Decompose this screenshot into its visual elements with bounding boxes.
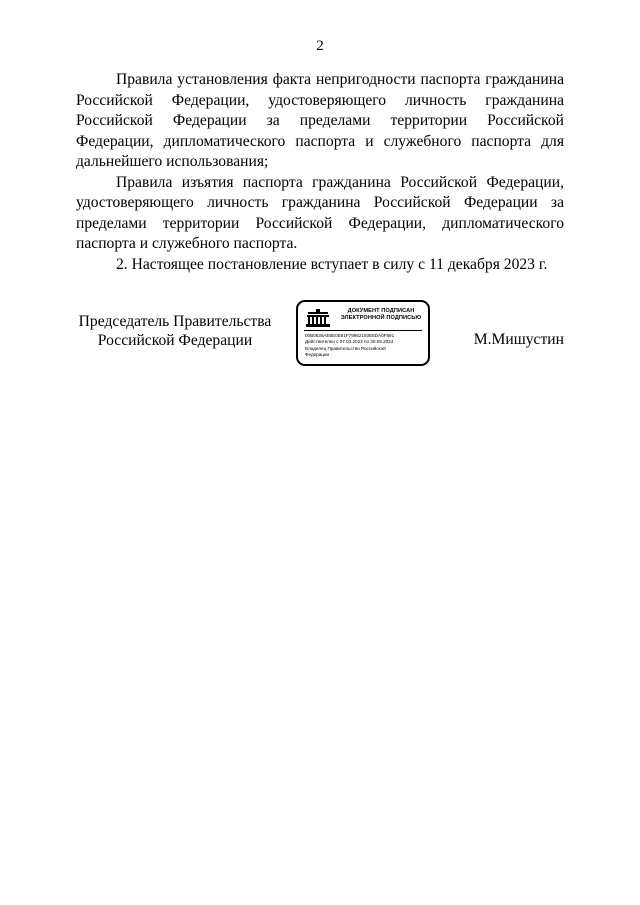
government-building-icon xyxy=(305,308,331,328)
stamp-divider xyxy=(304,330,422,331)
stamp-owner-line2: Федерации xyxy=(305,352,330,358)
stamp-header xyxy=(334,308,428,322)
signer-name: М.Мишустин xyxy=(473,331,564,348)
signer-title-line2: Российской Федерации xyxy=(97,332,253,349)
paragraph-rules-seizure: Правила изъятия паспорта гражданина Российской Федерации, удостоверяющего личность гражданина Российской Федерации за пределами территории Российской Федерации, дипломатического паспорта и служебного паспорта. xyxy=(76,173,564,252)
stamp-header-line2: ЭЛЕКТРОННОЙ ПОДПИСЬЮ xyxy=(340,315,422,321)
signature-block xyxy=(0,300,640,380)
stamp-validity: Действителен с 07.03.2023 по 30.05.2024 xyxy=(305,339,394,345)
stamp-owner-line1: Владелец Правительство Российской xyxy=(305,345,386,351)
stamp-details xyxy=(305,333,425,359)
paragraph-rules-unfitness: Правила установления факта непригодности паспорта гражданина Российской Федерации, удостоверяющего личность гражданина Российской Федерации за пределами территории Российской Федерации, дипломатического паспорта и служебного паспорта для дальнейшего использования; xyxy=(76,71,564,170)
document-body xyxy=(76,70,564,275)
stamp-header-line1: ДОКУМЕНТ ПОДПИСАН xyxy=(347,308,415,314)
signer-title xyxy=(70,312,280,350)
paragraph-effective-date: 2. Настоящее постановление вступает в силу с 11 декабря 2023 г. xyxy=(116,255,548,273)
signer-title-line1: Председатель Правительства xyxy=(78,313,272,330)
page-number: 2 xyxy=(316,38,324,54)
electronic-signature-stamp xyxy=(296,300,430,366)
stamp-certificate: 00B0636AE6E0E81F79962193E6DA0F891 xyxy=(305,333,395,338)
